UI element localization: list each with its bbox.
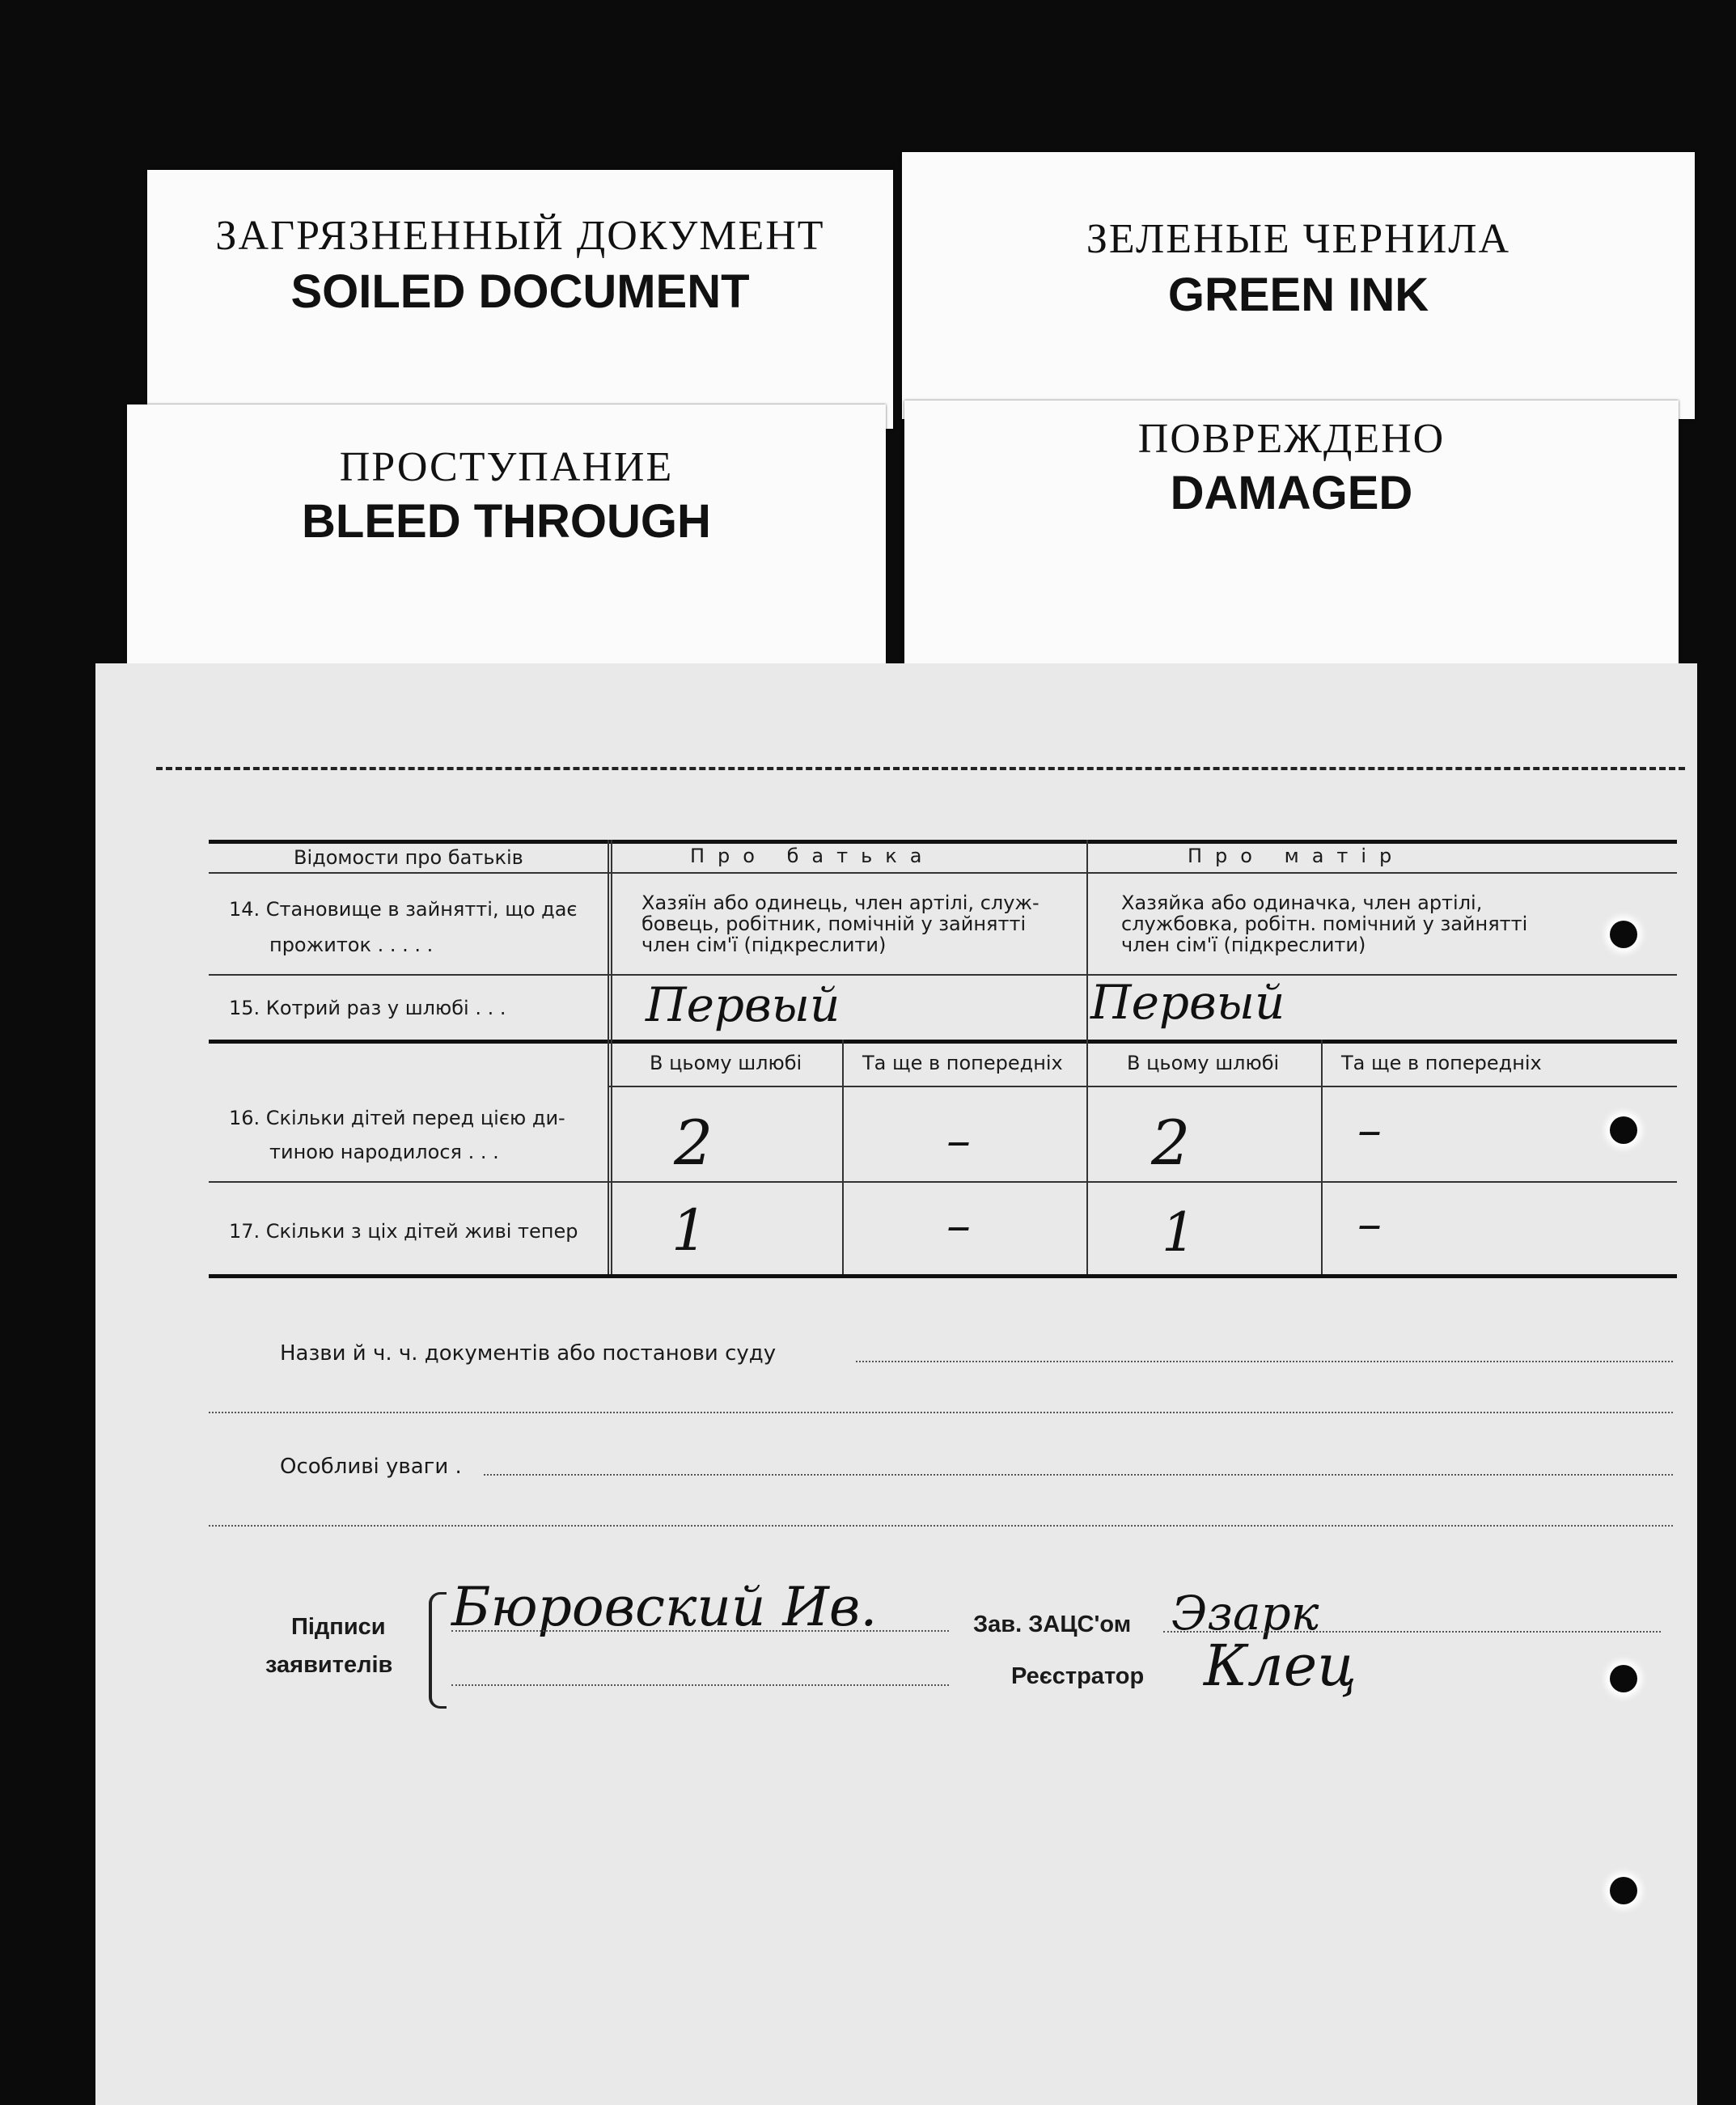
registrar-signature: Клец [1204,1633,1357,1699]
applicant-signature-line [451,1684,949,1686]
row16-father-prev-value: – [946,1112,971,1169]
binding-hole [1610,1877,1637,1904]
row16-father-this-value: 2 [674,1107,713,1179]
notes-fill-line [484,1474,1673,1476]
perforation-line [156,767,1685,770]
stamp-damaged-en: DAMAGED [1170,467,1413,519]
table-divider [608,840,609,1274]
signatures-brace [429,1592,447,1709]
row14-father-options: член сім'ї (підкреслити) [641,934,887,956]
stamp-green-ru: ЗЕЛЕНЫЕ ЧЕРНИЛА [1086,216,1511,262]
stamp-bleed-en: BLEED THROUGH [302,495,711,548]
notes-fill-line [209,1525,1673,1527]
row17-mother-prev-value: – [1357,1196,1382,1252]
table-rule [609,1086,1677,1087]
row16-label: 16. Скільки дітей перед цією ди- [229,1107,565,1129]
applicants-signatures-label-cont: заявителів [265,1652,393,1678]
subheader-mother-this: В цьому шлюбі [1127,1052,1280,1074]
row14-label-cont: прожиток . . . . . [269,934,434,956]
registrar-label: Реєстратор [1011,1663,1145,1689]
binding-hole [1610,1116,1637,1144]
row14-mother-options: Хазяйка або одиначка, член артілі, [1121,892,1483,914]
binding-hole [1610,921,1637,948]
stamp-bleed-ru: ПРОСТУПАНИЕ [339,444,674,490]
stamp-bleed-through [127,404,886,680]
header-parents-info: Відомости про батьків [294,846,523,869]
row16-label-cont: тиною народилося . . . [269,1141,499,1163]
row15-label: 15. Котрий раз у шлюбі . . . [229,997,506,1019]
row17-father-prev-value: – [946,1197,971,1254]
applicants-signatures-label: Підписи [291,1614,386,1640]
documents-fill-line [209,1412,1673,1413]
row14-father-options: бовець, робітник, помічній у зайнятті [641,913,1027,935]
row14-mother-options: член сім'ї (підкреслити) [1121,934,1366,956]
applicant-signature-line [451,1630,949,1632]
table-top-rule [209,840,1677,844]
binding-hole [1610,1665,1637,1692]
documents-fill-line [856,1361,1673,1362]
head-of-registry-signature: Эзарк [1171,1586,1319,1641]
stamp-green-ink [902,152,1695,419]
header-about-father: Про батька [690,845,935,867]
notes-label: Особливі уваги . [280,1455,462,1479]
stamp-soiled-en: SOILED DOCUMENT [290,265,750,318]
table-divider [1321,1040,1323,1274]
table-rule [209,1040,1677,1044]
subheader-father-previous: Та ще в попередніх [862,1052,1063,1074]
row16-mother-this-value: 2 [1151,1107,1191,1179]
table-divider [1086,840,1088,1274]
table-rule [209,1181,1677,1183]
documents-label: Назви й ч. ч. документів або постанови суду [280,1341,777,1366]
stamp-damaged [904,400,1679,676]
subheader-mother-previous: Та ще в попередніх [1341,1052,1542,1074]
row17-label: 17. Скільки з ціх дітей живі тепер [229,1220,578,1243]
row14-label: 14. Становище в зайнятті, що дає [229,898,578,921]
registration-form-sheet [95,663,1697,2105]
row15-mother-handwritten: Первый [1090,975,1285,1030]
header-about-mother: Про матір [1188,845,1405,867]
table-divider [842,1040,844,1274]
row14-father-options: Хазяїн або одинець, член артілі, служ- [641,892,1039,914]
head-of-registry-label: Зав. ЗАЦС'ом [973,1612,1132,1637]
table-bottom-rule [209,1274,1677,1278]
table-divider [611,840,612,1274]
stamp-soiled-document [147,170,893,429]
row17-father-this-value: 1 [671,1197,708,1264]
row15-father-handwritten: Первый [646,977,840,1032]
stamp-green-en: GREEN INK [1167,269,1429,321]
subheader-father-this: В цьому шлюбі [650,1052,802,1074]
stamp-soiled-ru: ЗАГРЯЗНЕННЫЙ ДОКУМЕНТ [215,213,825,259]
applicant-signature: Бюровский Ив. [451,1576,878,1638]
row14-mother-options: службовка, робітн. помічний у зайнятті [1121,913,1528,935]
table-rule [209,974,1677,976]
row16-mother-prev-value: – [1357,1102,1382,1158]
table-rule [209,872,1677,874]
row17-mother-this-value: 1 [1162,1201,1196,1264]
stamp-damaged-ru: ПОВРЕЖДЕНО [1137,416,1446,462]
